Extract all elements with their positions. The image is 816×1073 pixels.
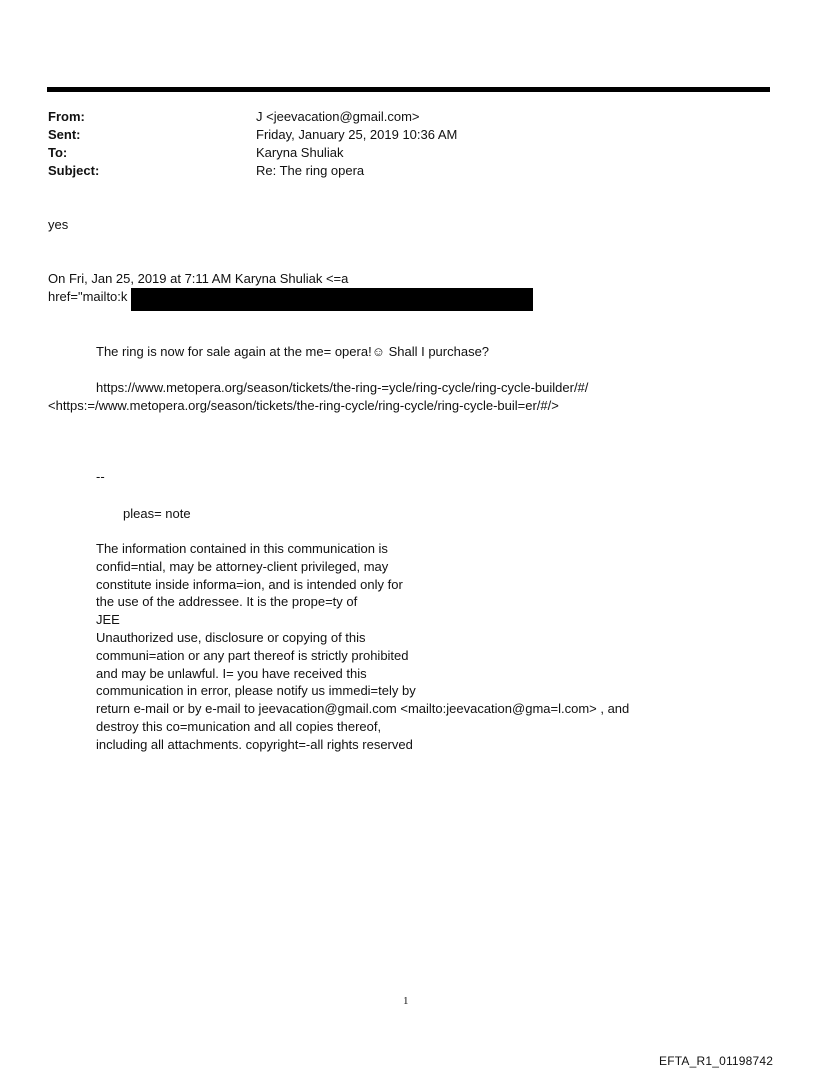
page-number: 1 bbox=[403, 995, 409, 1007]
from-value: J <jeevacation@gmail.com> bbox=[256, 109, 420, 124]
disclaimer-line: JEE bbox=[96, 612, 120, 628]
quote-intro-line1: On Fri, Jan 25, 2019 at 7:11 AM Karyna Shuliak <=a bbox=[48, 271, 349, 286]
to-value: Karyna Shuliak bbox=[256, 145, 344, 160]
disclaimer-line: communication in error, please notify us immedi=tely by bbox=[96, 683, 416, 699]
signature-separator: -- bbox=[96, 469, 105, 484]
to-label: To: bbox=[48, 145, 68, 160]
sent-label: Sent: bbox=[48, 127, 81, 142]
smiley-icon: ☺ bbox=[371, 344, 385, 359]
header-rule bbox=[47, 87, 770, 92]
disclaimer-line: including all attachments. copyright=-all rights reserved bbox=[96, 736, 413, 752]
disclaimer-line: and may be unlawful. I= you have received this bbox=[96, 665, 367, 681]
quote-intro-line2: href="mailto:k bbox=[48, 289, 128, 304]
quoted-message-text: The ring is now for sale again at the me= opera! bbox=[96, 344, 372, 359]
disclaimer-line: constitute inside informa=ion, and is intended only for bbox=[96, 576, 403, 592]
ticket-url-link-alt[interactable]: <https:=/www.metopera.org/season/tickets/the-ring-cycle/ring-cycle/ring-cycle-buil=er/#/> bbox=[48, 398, 559, 413]
disclaimer-line: return e-mail or by e-mail to jeevacation@gmail.com <mailto:jeevacation@gma=l.com> , and bbox=[96, 701, 630, 717]
subject-label: Subject: bbox=[48, 163, 100, 178]
reply-text: yes bbox=[48, 217, 69, 232]
ticket-url-link[interactable]: https://www.metopera.org/season/tickets/the-ring-=ycle/ring-cycle/ring-cycle-builder/#/ bbox=[96, 380, 589, 395]
sent-value: Friday, January 25, 2019 10:36 AM bbox=[256, 127, 458, 142]
disclaimer-line: the use of the addressee. It is the prope=ty of bbox=[96, 594, 358, 610]
subject-value: Re: The ring opera bbox=[256, 163, 365, 178]
quoted-message bbox=[96, 343, 489, 361]
please-note-text: pleas= note bbox=[123, 506, 191, 521]
disclaimer-block bbox=[96, 540, 696, 754]
disclaimer-line: communi=ation or any part thereof is strictly prohibited bbox=[96, 647, 409, 663]
disclaimer-line: confid=ntial, may be attorney-client privileged, may bbox=[96, 558, 389, 574]
redaction-bar bbox=[131, 288, 533, 311]
from-label: From: bbox=[48, 109, 85, 124]
document-id: EFTA_R1_01198742 bbox=[659, 1054, 774, 1068]
quoted-message-question: Shall I purchase? bbox=[384, 344, 490, 359]
disclaimer-line: destroy this co=munication and all copies thereof, bbox=[96, 718, 382, 734]
disclaimer-line: Unauthorized use, disclosure or copying of this bbox=[96, 629, 366, 645]
disclaimer-line: The information contained in this communication is bbox=[96, 541, 388, 556]
